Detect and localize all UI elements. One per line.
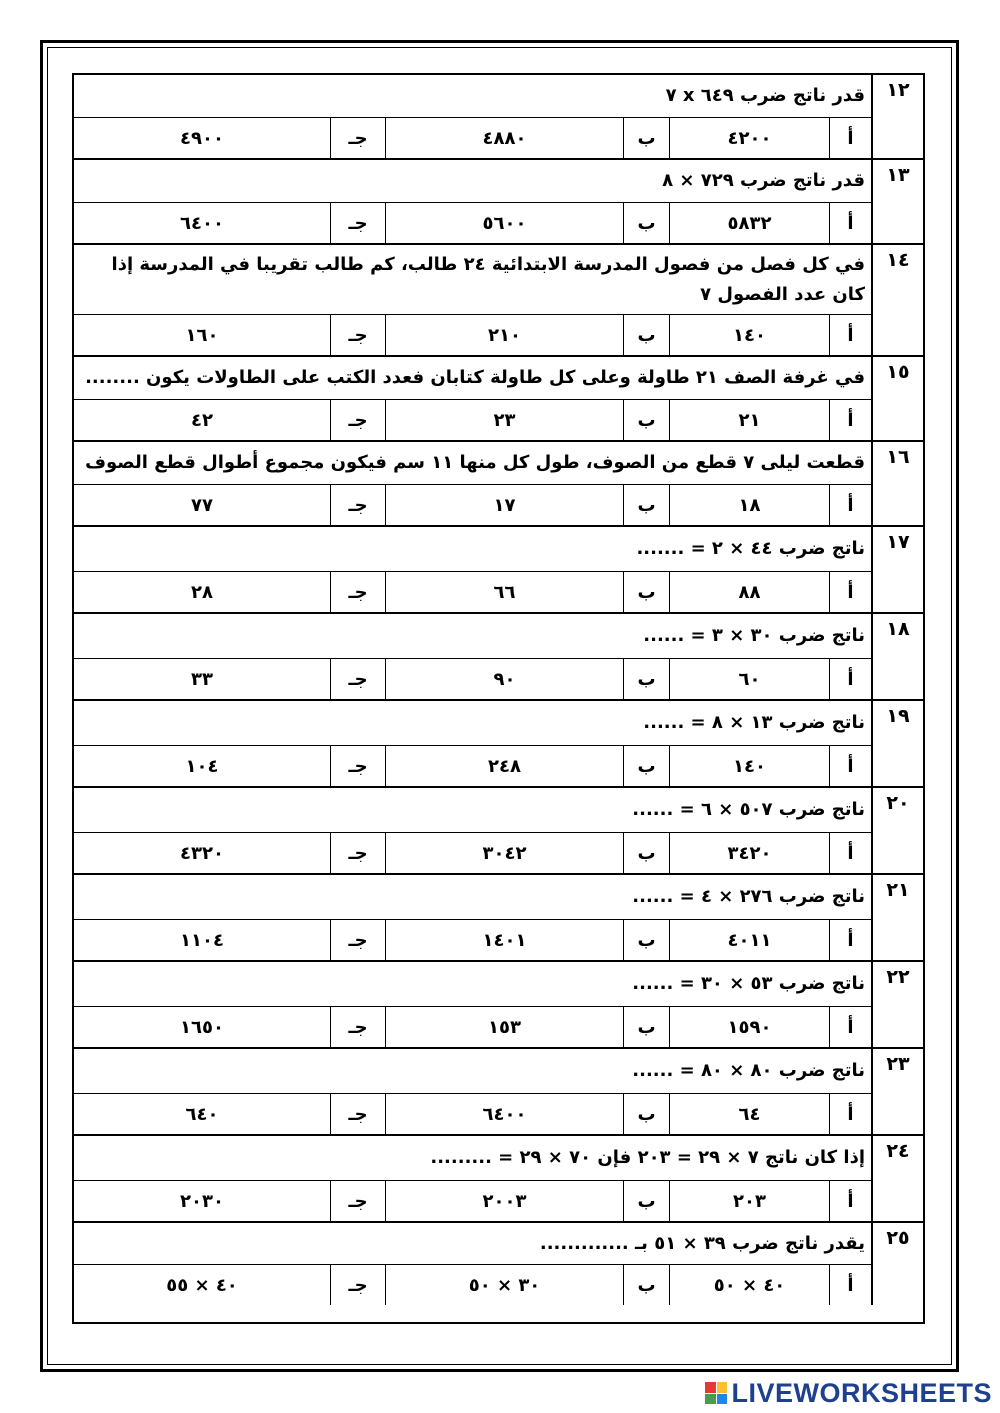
question-row bbox=[74, 357, 923, 442]
choice-label-a: أ bbox=[829, 1094, 871, 1134]
choice-label-a: أ bbox=[829, 572, 871, 612]
liveworksheets-logo-icon bbox=[705, 1382, 727, 1404]
choice-option-a[interactable]: ٢٠٣ bbox=[669, 1181, 829, 1221]
answer-choices-row bbox=[74, 659, 871, 699]
choice-label-b: ب bbox=[623, 746, 669, 786]
question-number: ٢٢ bbox=[871, 962, 923, 1047]
question-text-cell bbox=[74, 875, 871, 920]
question-row bbox=[74, 1136, 923, 1223]
question-row bbox=[74, 701, 923, 788]
question-text: ناتج ضرب ٣٠ × ٣ = ...... bbox=[643, 625, 865, 646]
question-text-cell bbox=[74, 357, 871, 400]
question-row bbox=[74, 1049, 923, 1136]
answer-choices-row bbox=[74, 1265, 871, 1305]
choice-option-a[interactable]: ١٤٠ bbox=[669, 746, 829, 786]
question-text-cell bbox=[74, 75, 871, 118]
question-text: ناتج ضرب ٢٧٦ × ٤ = ...... bbox=[632, 886, 865, 907]
question-number: ١٥ bbox=[871, 357, 923, 440]
choice-option-b[interactable]: ٢٣ bbox=[385, 400, 623, 440]
choice-label-b: ب bbox=[623, 572, 669, 612]
answer-choices-row bbox=[74, 118, 871, 158]
question-body bbox=[74, 160, 871, 243]
question-number: ١٩ bbox=[871, 701, 923, 786]
question-row bbox=[74, 75, 923, 160]
question-number: ١٢ bbox=[871, 75, 923, 158]
choice-label-a: أ bbox=[829, 400, 871, 440]
choice-option-a[interactable]: ٢١ bbox=[669, 400, 829, 440]
choice-option-b[interactable]: ٣٠٤٢ bbox=[385, 833, 623, 873]
question-body bbox=[74, 788, 871, 873]
choice-label-b: ب bbox=[623, 118, 669, 158]
choice-label-a: أ bbox=[829, 1007, 871, 1047]
choice-label-b: ب bbox=[623, 1094, 669, 1134]
choice-label-c: جـ bbox=[330, 203, 385, 243]
question-row bbox=[74, 875, 923, 962]
question-row bbox=[74, 442, 923, 527]
choice-label-a: أ bbox=[829, 203, 871, 243]
question-text: قطعت ليلى ٧ قطع من الصوف، طول كل منها ١١ سم فيكون مجموع أطوال قطع الصوف bbox=[85, 452, 865, 473]
choice-option-c[interactable]: ٤٢ bbox=[191, 409, 213, 431]
answer-choices-row bbox=[74, 833, 871, 873]
choice-option-a[interactable]: ١٤٠ bbox=[669, 315, 829, 355]
choice-label-a: أ bbox=[829, 833, 871, 873]
choice-label-c: جـ bbox=[330, 485, 385, 525]
choice-label-c: جـ bbox=[330, 833, 385, 873]
choice-option-a[interactable]: ٦٠ bbox=[669, 659, 829, 699]
question-number: ٢١ bbox=[871, 875, 923, 960]
question-row bbox=[74, 527, 923, 614]
question-number: ١٨ bbox=[871, 614, 923, 699]
question-body bbox=[74, 875, 871, 960]
question-body bbox=[74, 75, 871, 158]
choice-option-c[interactable]: ١٠٤ bbox=[185, 755, 219, 777]
question-body bbox=[74, 701, 871, 786]
question-body bbox=[74, 1049, 871, 1134]
question-text-cell bbox=[74, 701, 871, 746]
choice-label-c: جـ bbox=[330, 1265, 385, 1305]
brand-name: LIVEWORKSHEETS bbox=[731, 1377, 992, 1408]
choice-option-b[interactable]: ١٥٣ bbox=[385, 1007, 623, 1047]
choice-label-a: أ bbox=[829, 1181, 871, 1221]
choice-label-c: جـ bbox=[330, 1007, 385, 1047]
choice-label-a: أ bbox=[829, 315, 871, 355]
question-text-cell bbox=[74, 527, 871, 572]
choice-option-c[interactable]: ٢٠٣٠ bbox=[180, 1190, 224, 1212]
question-text: يقدر ناتج ضرب ٣٩ × ٥١ بـ ............. bbox=[539, 1232, 865, 1254]
question-text: ناتج ضرب ٥٣ × ٣٠ = ...... bbox=[632, 973, 865, 994]
choice-label-c: جـ bbox=[330, 400, 385, 440]
answer-choices-row bbox=[74, 203, 871, 243]
choice-option-c[interactable]: ٦٤٠ bbox=[185, 1103, 219, 1125]
choice-label-b: ب bbox=[623, 920, 669, 960]
choice-option-c[interactable]: ١٦٥٠ bbox=[180, 1016, 224, 1038]
answer-choices-row bbox=[74, 572, 871, 612]
question-text-cell bbox=[74, 245, 871, 315]
choice-option-b[interactable]: ٢٤٨ bbox=[385, 746, 623, 786]
question-row bbox=[74, 160, 923, 245]
question-row bbox=[74, 614, 923, 701]
answer-choices-row bbox=[74, 746, 871, 786]
question-body bbox=[74, 1223, 871, 1305]
choice-option-b[interactable]: ٢٠٠٣ bbox=[385, 1181, 623, 1221]
question-row bbox=[74, 788, 923, 875]
question-number: ٢٥ bbox=[871, 1223, 923, 1305]
choice-label-c: جـ bbox=[330, 118, 385, 158]
question-body bbox=[74, 962, 871, 1047]
choice-option-b[interactable]: ٥٦٠٠ bbox=[385, 203, 623, 243]
choice-label-a: أ bbox=[829, 118, 871, 158]
question-number: ١٣ bbox=[871, 160, 923, 243]
choice-option-c[interactable]: ٤٣٢٠ bbox=[180, 842, 224, 864]
choice-label-b: ب bbox=[623, 1007, 669, 1047]
choice-label-c: جـ bbox=[330, 572, 385, 612]
answer-choices-row bbox=[74, 400, 871, 440]
answer-choices-row bbox=[74, 920, 871, 960]
question-number: ١٧ bbox=[871, 527, 923, 612]
choice-label-c: جـ bbox=[330, 746, 385, 786]
question-body bbox=[74, 1136, 871, 1221]
choice-option-b[interactable]: ١٧ bbox=[385, 485, 623, 525]
question-text-cell bbox=[74, 160, 871, 203]
choice-label-b: ب bbox=[623, 485, 669, 525]
choice-label-b: ب bbox=[623, 833, 669, 873]
question-row bbox=[74, 962, 923, 1049]
question-text: في كل فصل من فصول المدرسة الابتدائية ٢٤ طالب، كم طالب تقريبا في المدرسة إذا كان عدد الفصول ٧ bbox=[111, 253, 865, 305]
choice-option-a[interactable]: ٤٢٠٠ bbox=[669, 118, 829, 158]
question-text-cell bbox=[74, 788, 871, 833]
choice-option-b[interactable]: ٤٨٨٠ bbox=[385, 118, 623, 158]
choice-label-c: جـ bbox=[330, 1094, 385, 1134]
answer-choices-row bbox=[74, 315, 871, 355]
choice-option-c[interactable]: ١٦٠ bbox=[185, 324, 219, 346]
choice-label-b: ب bbox=[623, 400, 669, 440]
choice-label-c: جـ bbox=[330, 659, 385, 699]
choice-option-b[interactable]: ٣٠ × ٥٠ bbox=[385, 1265, 623, 1305]
question-body bbox=[74, 442, 871, 525]
question-body bbox=[74, 527, 871, 612]
question-text: قدر ناتج ضرب ٧٢٩ × ٨ bbox=[662, 170, 865, 191]
question-text: ناتج ضرب ٥٠٧ × ٦ = ...... bbox=[632, 799, 865, 820]
choice-label-b: ب bbox=[623, 315, 669, 355]
choice-option-a[interactable]: ٦٤ bbox=[669, 1094, 829, 1134]
question-text-cell bbox=[74, 614, 871, 659]
question-text-cell bbox=[74, 1223, 871, 1265]
choice-option-c[interactable]: ٢٨ bbox=[191, 581, 213, 603]
choice-label-c: جـ bbox=[330, 315, 385, 355]
liveworksheets-brand bbox=[705, 1377, 992, 1409]
choice-label-b: ب bbox=[623, 659, 669, 699]
choice-label-b: ب bbox=[623, 1265, 669, 1305]
choice-label-c: جـ bbox=[330, 920, 385, 960]
question-text: ناتج ضرب ١٣ × ٨ = ...... bbox=[643, 712, 865, 733]
answer-choices-row bbox=[74, 1007, 871, 1047]
question-text: إذا كان ناتج ٧ × ٢٩ = ٢٠٣ فإن ٧٠ × ٢٩ = ......... bbox=[430, 1147, 865, 1168]
choice-option-a[interactable]: ٥٨٣٢ bbox=[669, 203, 829, 243]
question-text-cell bbox=[74, 1136, 871, 1181]
choice-option-c[interactable]: ٤٠ × ٥٥ bbox=[166, 1274, 238, 1296]
question-body bbox=[74, 614, 871, 699]
question-row bbox=[74, 245, 923, 357]
question-number: ١٤ bbox=[871, 245, 923, 355]
choice-option-c[interactable]: ٦٤٠٠ bbox=[180, 212, 224, 234]
question-body bbox=[74, 357, 871, 440]
choice-option-b[interactable]: ٩٠ bbox=[385, 659, 623, 699]
choice-option-b[interactable]: ١٤٠١ bbox=[385, 920, 623, 960]
answer-choices-row bbox=[74, 485, 871, 525]
question-row bbox=[74, 1223, 923, 1305]
question-text-cell bbox=[74, 442, 871, 485]
question-text: قدر ناتج ضرب ٦٤٩ x ٧ bbox=[665, 85, 865, 106]
answer-choices-row bbox=[74, 1094, 871, 1134]
choice-option-c[interactable]: ٤٩٠٠ bbox=[180, 127, 224, 149]
choice-option-a[interactable]: ٣٤٢٠ bbox=[669, 833, 829, 873]
choice-option-a[interactable]: ١٨ bbox=[669, 485, 829, 525]
choice-option-a[interactable]: ٤٠ × ٥٠ bbox=[669, 1265, 829, 1305]
choice-option-b[interactable]: ٦٤٠٠ bbox=[385, 1094, 623, 1134]
choice-option-c[interactable]: ٧٧ bbox=[191, 494, 213, 516]
choice-option-c[interactable]: ١١٠٤ bbox=[180, 929, 224, 951]
question-number: ٢٣ bbox=[871, 1049, 923, 1134]
choice-label-c: جـ bbox=[330, 1181, 385, 1221]
question-text: في غرفة الصف ٢١ طاولة وعلى كل طاولة كتابان فعدد الكتب على الطاولات يكون ........ bbox=[85, 367, 865, 388]
choice-label-b: ب bbox=[623, 203, 669, 243]
choice-option-a[interactable]: ٤٠١١ bbox=[669, 920, 829, 960]
question-text-cell bbox=[74, 1049, 871, 1094]
choice-label-a: أ bbox=[829, 485, 871, 525]
question-text: ناتج ضرب ٨٠ × ٨٠ = ...... bbox=[632, 1060, 865, 1081]
question-text-cell bbox=[74, 962, 871, 1007]
choice-label-a: أ bbox=[829, 746, 871, 786]
answer-choices-row bbox=[74, 1181, 871, 1221]
question-table bbox=[72, 73, 925, 1324]
question-text: ناتج ضرب ٤٤ × ٢ = ....... bbox=[636, 538, 865, 559]
choice-label-a: أ bbox=[829, 920, 871, 960]
choice-option-a[interactable]: ٨٨ bbox=[669, 572, 829, 612]
choice-label-a: أ bbox=[829, 1265, 871, 1305]
choice-label-b: ب bbox=[623, 1181, 669, 1221]
choice-option-b[interactable]: ٢١٠ bbox=[385, 315, 623, 355]
question-number: ١٦ bbox=[871, 442, 923, 525]
choice-label-a: أ bbox=[829, 659, 871, 699]
question-body bbox=[74, 245, 871, 355]
question-number: ٢٠ bbox=[871, 788, 923, 873]
question-number: ٢٤ bbox=[871, 1136, 923, 1221]
choice-option-b[interactable]: ٦٦ bbox=[385, 572, 623, 612]
choice-option-c[interactable]: ٣٣ bbox=[191, 668, 213, 690]
choice-option-a[interactable]: ١٥٩٠ bbox=[669, 1007, 829, 1047]
